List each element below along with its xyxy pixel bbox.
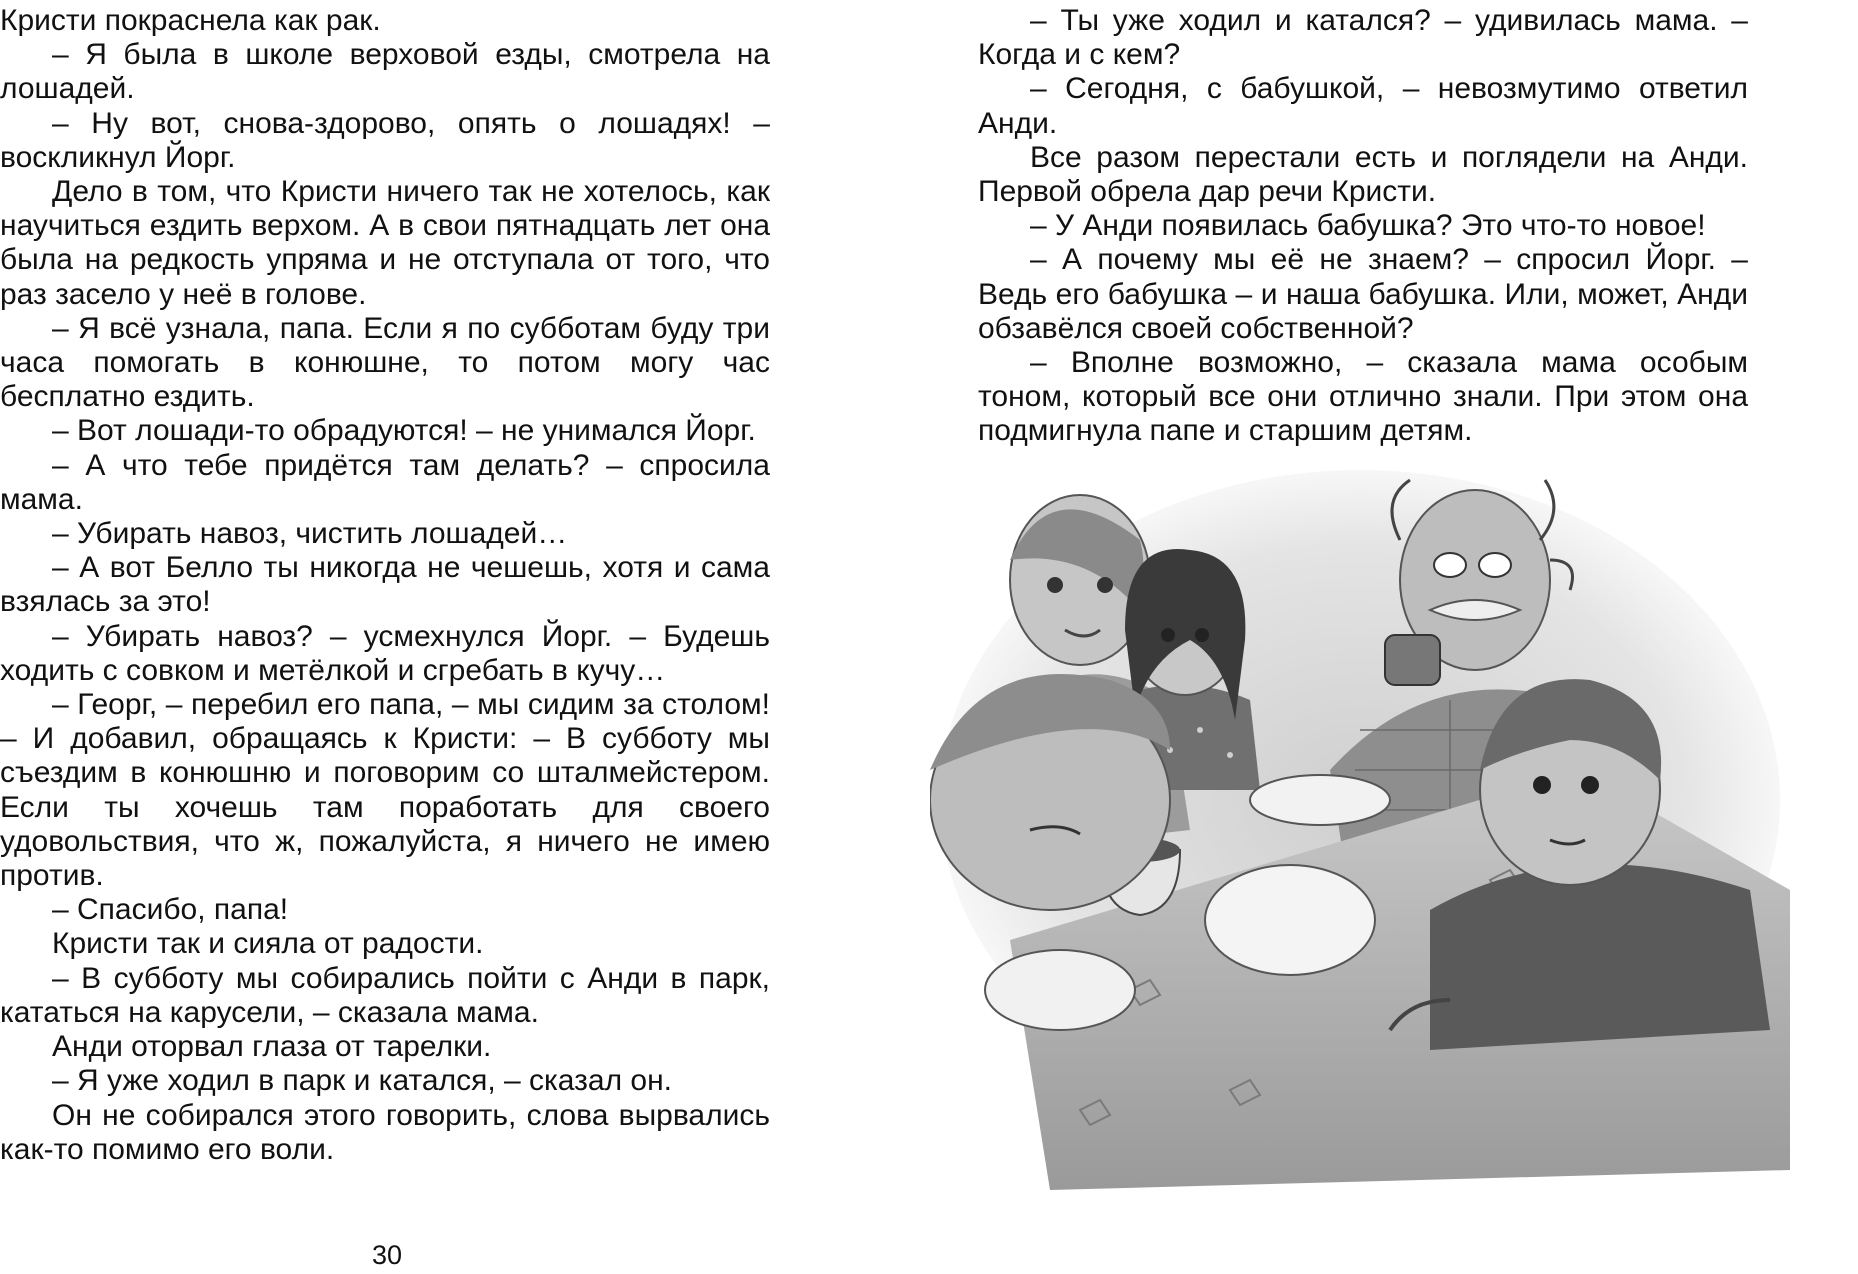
paragraph: Кристи так и сияла от радости. <box>52 927 484 961</box>
plate <box>985 950 1135 1030</box>
paragraph: Анди оторвал глаза от тарелки. <box>52 1030 492 1064</box>
paragraph: Он не собирался этого говорить, слова вырвались как-то помимо его воли. <box>0 1098 770 1166</box>
right-text-column <box>978 4 1748 449</box>
paragraph: – Убирать навоз, чистить лошадей… <box>52 517 568 551</box>
paragraph: – Георг, – перебил его папа, – мы сидим за столом! – И добавил, обращаясь к Кристи: – В субботу мы съездим в конюшню и поговорим со шталмейстером. Если ты хочешь там поработать для своего удовольствия, что ж, пожалуйста, я ничего не имею против. <box>0 688 770 893</box>
paragraph: Все разом перестали есть и поглядели на Анди. Первой обрела дар речи Кристи. <box>978 140 1748 209</box>
paragraph: – В субботу мы собирались пойти с Анди в парк, кататься на карусели, – сказала мама. <box>0 961 770 1029</box>
paragraph: – У Анди появилась бабушка? Это что-то новое! <box>1030 209 1706 243</box>
paragraph: – Убирать навоз? – усмехнулся Йорг. – Будешь ходить с совком и метёлкой и сгребать в кучу… <box>0 619 770 687</box>
left-text-column <box>0 4 770 1167</box>
paragraph: – Я была в школе верховой езды, смотрела на лошадей. <box>0 38 770 106</box>
paragraph: – Ты уже ходил и катался? – удивилась мама. – Когда и с кем? <box>978 4 1748 72</box>
plate <box>1205 865 1375 975</box>
paragraph: Кристи покраснела как рак. <box>0 4 381 37</box>
page-number: 30 <box>372 1240 403 1270</box>
paragraph: – Сегодня, с бабушкой, – невозмутимо ответил Анди. <box>978 72 1748 140</box>
paragraph: – Вполне возможно, – сказала мама особым тоном, который все они отлично знали. При этом она подмигнула папе и старшим детям. <box>978 346 1748 448</box>
family-dinner-illustration <box>930 470 1810 1200</box>
paragraph: – Спасибо, папа! <box>52 893 289 927</box>
paragraph: – А почему мы её не знаем? – спросил Йорг. – Ведь его бабушка – и наша бабушка. Или, может, Анди обзавёлся своей собственной? <box>978 243 1748 345</box>
illustration-drawing <box>930 470 1810 1200</box>
paragraph: – А вот Белло ты никогда не чешешь, хотя и сама взялась за это! <box>0 551 770 619</box>
plate <box>1250 775 1390 825</box>
paragraph: – Я уже ходил в парк и катался, – сказал он. <box>52 1064 673 1098</box>
paragraph: – А что тебе придётся там делать? – спросила мама. <box>0 448 770 516</box>
paragraph: Дело в том, что Кристи ничего так не хотелось, как научиться ездить верхом. А в свои пятнадцать лет она была на редкость упряма и не отступала от того, что раз засело у неё в голове. <box>0 175 770 311</box>
paragraph: – Я всё узнала, папа. Если я по субботам буду три часа помогать в конюшне, то потом могу час бесплатно ездить. <box>0 311 770 414</box>
paragraph: – Ну вот, снова-здорово, опять о лошадях! – воскликнул Йорг. <box>0 106 770 174</box>
paragraph: – Вот лошади-то обрадуются! – не унимался Йорг. <box>52 414 756 448</box>
